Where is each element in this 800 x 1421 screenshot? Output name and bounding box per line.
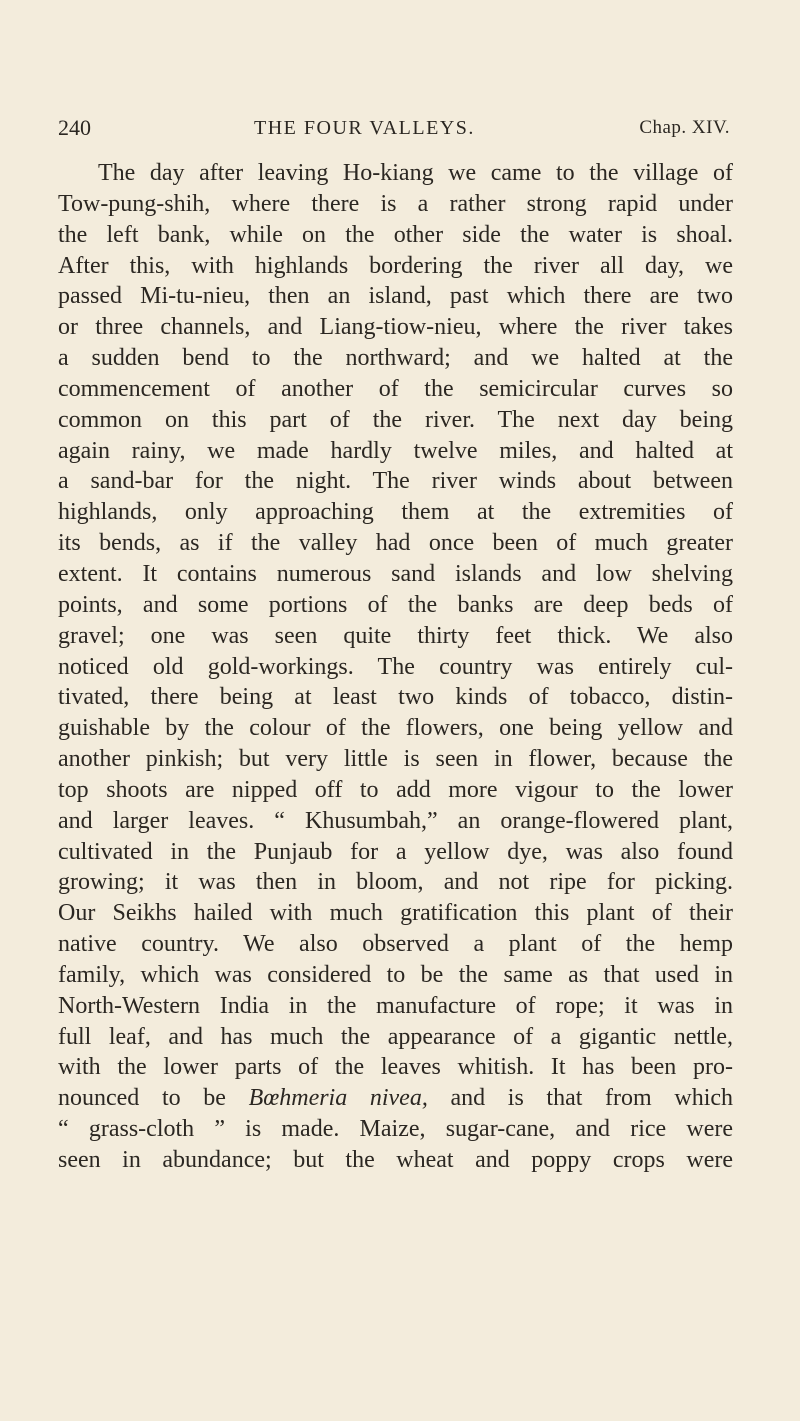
text-line: and larger leaves. “ Khusumbah,” an orange-flowered plant, <box>58 807 733 834</box>
text-line: Our Seikhs hailed with much gratification this plant of their <box>58 900 733 927</box>
text-line: points, and some portions of the banks are deep beds of <box>58 591 733 618</box>
text-line: the left bank, while on the other side the water is shoal. <box>58 221 733 248</box>
text-line: Tow-pung-shih, where there is a rather strong rapid under <box>58 190 733 217</box>
text-line: noticed old gold-workings. The country was entirely cul- <box>58 653 733 680</box>
text-line: tivated, there being at least two kinds of tobacco, distin- <box>58 684 733 711</box>
text-line: passed Mi-tu-nieu, then an island, past which there are two <box>58 283 733 310</box>
text-line: The day after leaving Ho-kiang we came to the village of <box>98 160 733 186</box>
text-line: cultivated in the Punjaub for a yellow dye, was also found <box>58 838 733 865</box>
text-line: After this, with highlands bordering the river all day, we <box>58 252 733 279</box>
italic-botanical-name: Bœhmeria nivea, <box>248 1085 428 1112</box>
text-line: or three channels, and Liang-tiow-nieu, where the river takes <box>58 314 733 341</box>
page-number: 240 <box>58 115 91 140</box>
text-line: growing; it was then in bloom, and not ripe for picking. <box>58 869 733 896</box>
text-line: native country. We also observed a plant of the hemp <box>58 931 733 958</box>
text-line: guishable by the colour of the flowers, one being yellow and <box>58 715 733 742</box>
text-run: nounced to be <box>58 1085 249 1112</box>
text-line: its bends, as if the valley had once been of much greater <box>58 530 733 557</box>
text-line: seen in abundance; but the wheat and poppy crops were <box>58 1147 733 1173</box>
text-line: family, which was considered to be the same as that used in <box>58 961 733 988</box>
text-line: full leaf, and has much the appearance of a gigantic nettle, <box>58 1023 733 1050</box>
text-line: another pinkish; but very little is seen in flower, because the <box>58 746 733 773</box>
text-line: a sand-bar for the night. The river winds about between <box>58 468 733 495</box>
text-line: North-Western India in the manufacture of rope; it was in <box>58 992 733 1019</box>
text-line: gravel; one was seen quite thirty feet thick. We also <box>58 622 733 649</box>
text-line: highlands, only approaching them at the extremities of <box>58 499 733 526</box>
text-line: extent. It contains numerous sand islands and low shelving <box>58 560 733 587</box>
text-line: common on this part of the river. The next day being <box>58 406 733 433</box>
text-line: with the lower parts of the leaves whitish. It has been pro- <box>58 1054 733 1081</box>
text-line: a sudden bend to the northward; and we halted at the <box>58 345 733 372</box>
chapter-label: Chap. XIV. <box>639 117 730 138</box>
body-text <box>58 158 733 1176</box>
text-line: top shoots are nipped off to add more vigour to the lower <box>58 776 733 803</box>
text-line <box>58 1083 733 1114</box>
text-run: and is that from which <box>427 1085 734 1112</box>
text-line: again rainy, we made hardly twelve miles, and halted at <box>58 437 733 464</box>
running-title: THE FOUR VALLEYS. <box>254 117 475 139</box>
text-line: commencement of another of the semicircular curves so <box>58 375 733 402</box>
text-line: “ grass-cloth ” is made. Maize, sugar-cane, and rice were <box>58 1116 733 1143</box>
running-head <box>58 113 730 143</box>
